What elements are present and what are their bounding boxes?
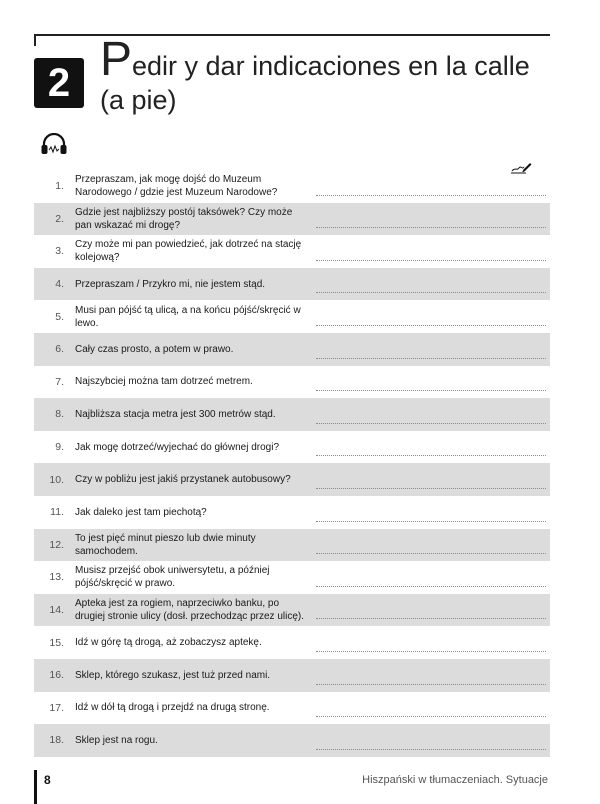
answer-line[interactable]	[316, 488, 546, 489]
polish-sentence: Czy w pobliżu jest jakiś przystanek autobusowy?	[75, 474, 291, 486]
exercise-row	[34, 170, 550, 203]
answer-line[interactable]	[316, 521, 546, 522]
item-number: 1.	[55, 180, 64, 193]
polish-sentence: To jest pięć minut pieszo lub dwie minuty samochodem.	[75, 532, 256, 557]
exercise-row	[34, 692, 550, 725]
exercise-row	[34, 561, 550, 594]
answer-line[interactable]	[316, 260, 546, 261]
answer-line[interactable]	[316, 749, 546, 750]
item-number: 12.	[49, 538, 64, 551]
exercise-row	[34, 529, 550, 562]
item-number: 9.	[55, 441, 64, 454]
answer-line[interactable]	[316, 423, 546, 424]
exercise-row	[34, 626, 550, 659]
polish-sentence: Sklep jest na rogu.	[75, 734, 158, 746]
exercise-row	[34, 300, 550, 333]
item-number: 15.	[49, 636, 64, 649]
exercise-row	[34, 496, 550, 529]
answer-line[interactable]	[316, 586, 546, 587]
item-number: 13.	[49, 571, 64, 584]
polish-sentence: Najbliższa stacja metra jest 300 metrów stąd.	[75, 408, 276, 420]
polish-sentence: Przepraszam / Przykro mi, nie jestem stąd.	[75, 278, 266, 290]
polish-sentence: Idź w górę tą drogą, aż zobaczysz aptekę.	[75, 637, 262, 649]
answer-line[interactable]	[316, 292, 546, 293]
item-number: 4.	[55, 278, 64, 291]
item-number: 5.	[55, 310, 64, 323]
answer-line[interactable]	[316, 358, 546, 359]
exercise-row	[34, 333, 550, 366]
exercise-row	[34, 463, 550, 496]
polish-sentence: Cały czas prosto, a potem w prawo.	[75, 343, 234, 355]
answer-line[interactable]	[316, 455, 546, 456]
page-title	[100, 33, 550, 117]
polish-sentence: Idź w dół tą drogą i przejdź na drugą stronę.	[75, 702, 270, 714]
exercise-row	[34, 724, 550, 757]
item-number: 10.	[49, 473, 64, 486]
exercise-row	[34, 398, 550, 431]
answer-line[interactable]	[316, 553, 546, 554]
item-number: 18.	[49, 734, 64, 747]
book-title: Hiszpański w tłumaczeniach. Sytuacje	[362, 774, 548, 786]
exercise-row	[34, 203, 550, 236]
polish-sentence: Gdzie jest najbliższy postój taksówek? Czy może pan wskazać mi drogę?	[75, 206, 293, 231]
footer-bar	[34, 770, 37, 804]
answer-line[interactable]	[316, 684, 546, 685]
page-number: 8	[44, 773, 51, 787]
polish-sentence: Musisz przejść obok uniwersytetu, a później pójść/skręcić w prawo.	[75, 565, 270, 590]
exercise-list	[34, 170, 550, 757]
answer-line[interactable]	[316, 651, 546, 652]
answer-line[interactable]	[316, 390, 546, 391]
item-number: 17.	[49, 701, 64, 714]
polish-sentence: Apteka jest za rogiem, naprzeciwko banku, po drugiej stronie ulicy (dosł. przechodząc przez ulicę).	[75, 598, 304, 623]
answer-line[interactable]	[316, 618, 546, 619]
headphones-icon	[40, 133, 68, 155]
polish-sentence: Najszybciej można tam dotrzeć metrem.	[75, 376, 253, 388]
polish-sentence: Sklep, którego szukasz, jest tuż przed nami.	[75, 669, 271, 681]
title-line-2: (a pie)	[100, 85, 177, 115]
answer-line[interactable]	[316, 195, 546, 196]
item-number: 11.	[50, 506, 64, 519]
chapter-number-badge: 2	[34, 58, 84, 108]
item-number: 2.	[55, 212, 64, 225]
title-rest: edir y dar indicaciones en la calle	[132, 51, 530, 81]
answer-line[interactable]	[316, 716, 546, 717]
title-initial: P	[100, 33, 133, 86]
exercise-row	[34, 268, 550, 301]
top-rule-tick	[34, 34, 36, 46]
answer-line[interactable]	[316, 227, 546, 228]
polish-sentence: Musi pan pójść tą ulicą, a na końcu pójść/skręcić w lewo.	[75, 304, 301, 329]
title-line-1	[100, 33, 550, 86]
item-number: 8.	[55, 408, 64, 421]
item-number: 6.	[55, 343, 64, 356]
item-number: 7.	[55, 375, 64, 388]
exercise-row	[34, 594, 550, 627]
polish-sentence: Jak mogę dotrzeć/wyjechać do głównej drogi?	[75, 441, 279, 453]
answer-line[interactable]	[316, 325, 546, 326]
polish-sentence: Jak daleko jest tam piechotą?	[75, 506, 207, 518]
polish-sentence: Przepraszam, jak mogę dojść do Muzeum Narodowego / gdzie jest Muzeum Narodowe?	[75, 174, 278, 199]
item-number: 3.	[55, 245, 64, 258]
exercise-row	[34, 431, 550, 464]
polish-sentence: Czy może mi pan powiedzieć, jak dotrzeć na stację kolejową?	[75, 239, 302, 264]
exercise-row	[34, 659, 550, 692]
exercise-row	[34, 366, 550, 399]
exercise-row	[34, 235, 550, 268]
item-number: 16.	[49, 669, 64, 682]
item-number: 14.	[49, 604, 64, 617]
